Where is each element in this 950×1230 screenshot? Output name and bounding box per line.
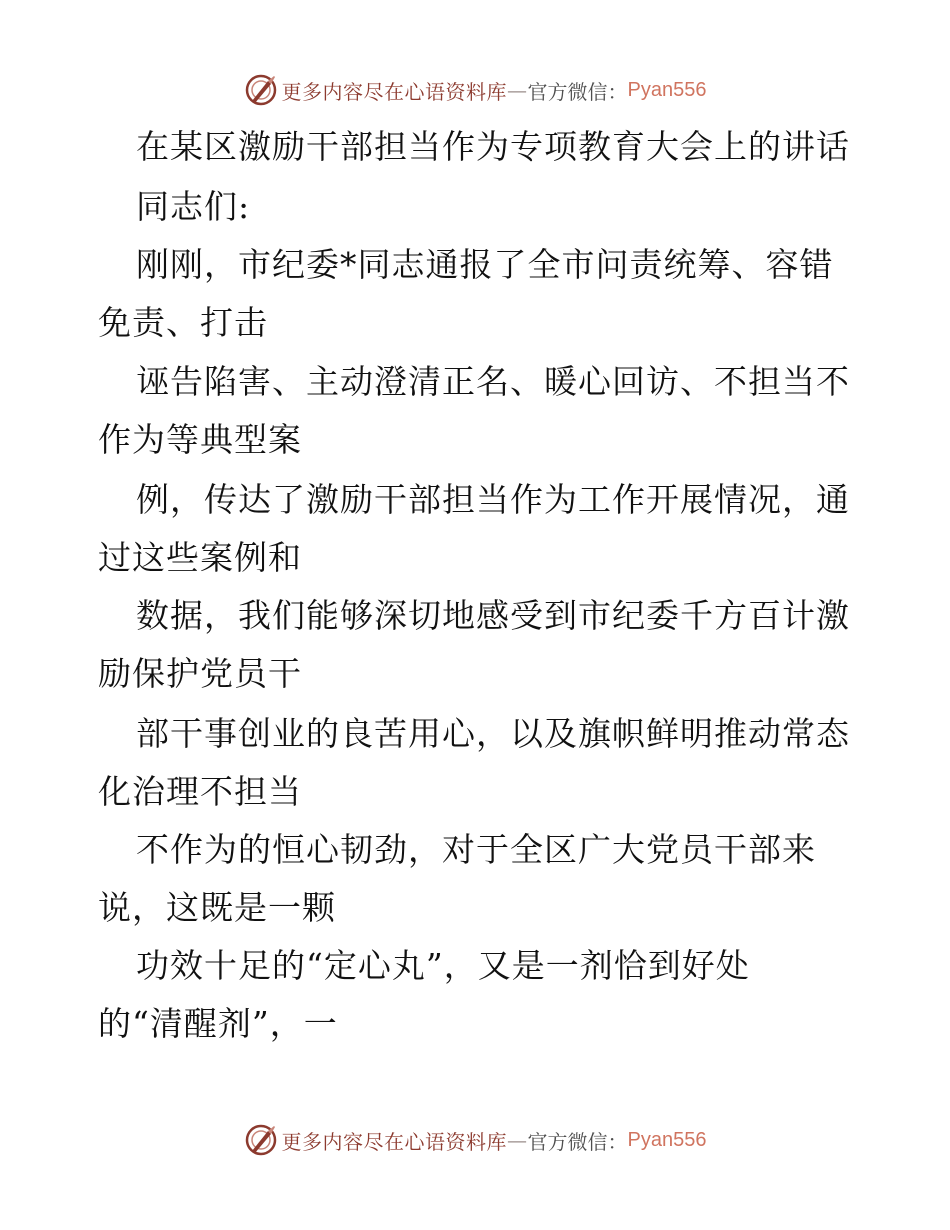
- text-line: 功效十足的“定心丸”，又是一剂恰到好处: [136, 946, 750, 985]
- text-line: 化治理不担当: [98, 772, 302, 811]
- text-line: 说，这既是一颗: [98, 888, 336, 927]
- quill-logo-icon: [244, 1123, 278, 1157]
- text-line: 刚刚，市纪委*同志通报了全市问责统筹、容错: [136, 245, 834, 284]
- document-title: 在某区激励干部担当作为专项教育大会上的讲话: [136, 127, 850, 166]
- watermark-brand-text: 更多内容尽在心语资料库: [281, 1129, 508, 1154]
- watermark-separator: —: [507, 78, 528, 102]
- text-line: 不作为的恒心韧劲，对于全区广大党员干部来: [136, 830, 816, 869]
- watermark-separator: —: [507, 1128, 528, 1152]
- watermark-wechat-label: 官方微信：: [527, 1129, 628, 1154]
- text-line: 过这些案例和: [98, 538, 302, 577]
- salutation: 同志们:: [136, 187, 251, 226]
- watermark-wechat-id: Pyan556: [627, 78, 707, 101]
- watermark-wechat-id: Pyan556: [627, 1128, 707, 1151]
- watermark-wechat-label: 官方微信：: [527, 79, 628, 104]
- text-line: 励保护党员干: [98, 654, 302, 693]
- text-line: 免责、打击: [98, 303, 268, 342]
- text-line: 的“清醒剂”，一: [98, 1004, 338, 1043]
- text-line: 部干事创业的良苦用心，以及旗帜鲜明推动常态: [136, 714, 850, 753]
- text-line: 作为等典型案: [98, 420, 302, 459]
- text-line: 诬告陷害、主动澄清正名、暖心回访、不担当不: [136, 362, 850, 401]
- text-line: 数据，我们能够深切地感受到市纪委千方百计激: [136, 596, 850, 635]
- watermark-brand-text: 更多内容尽在心语资料库: [281, 79, 508, 104]
- footer-watermark: [0, 1118, 950, 1162]
- text-line: 例，传达了激励干部担当作为工作开展情况，通: [136, 480, 850, 519]
